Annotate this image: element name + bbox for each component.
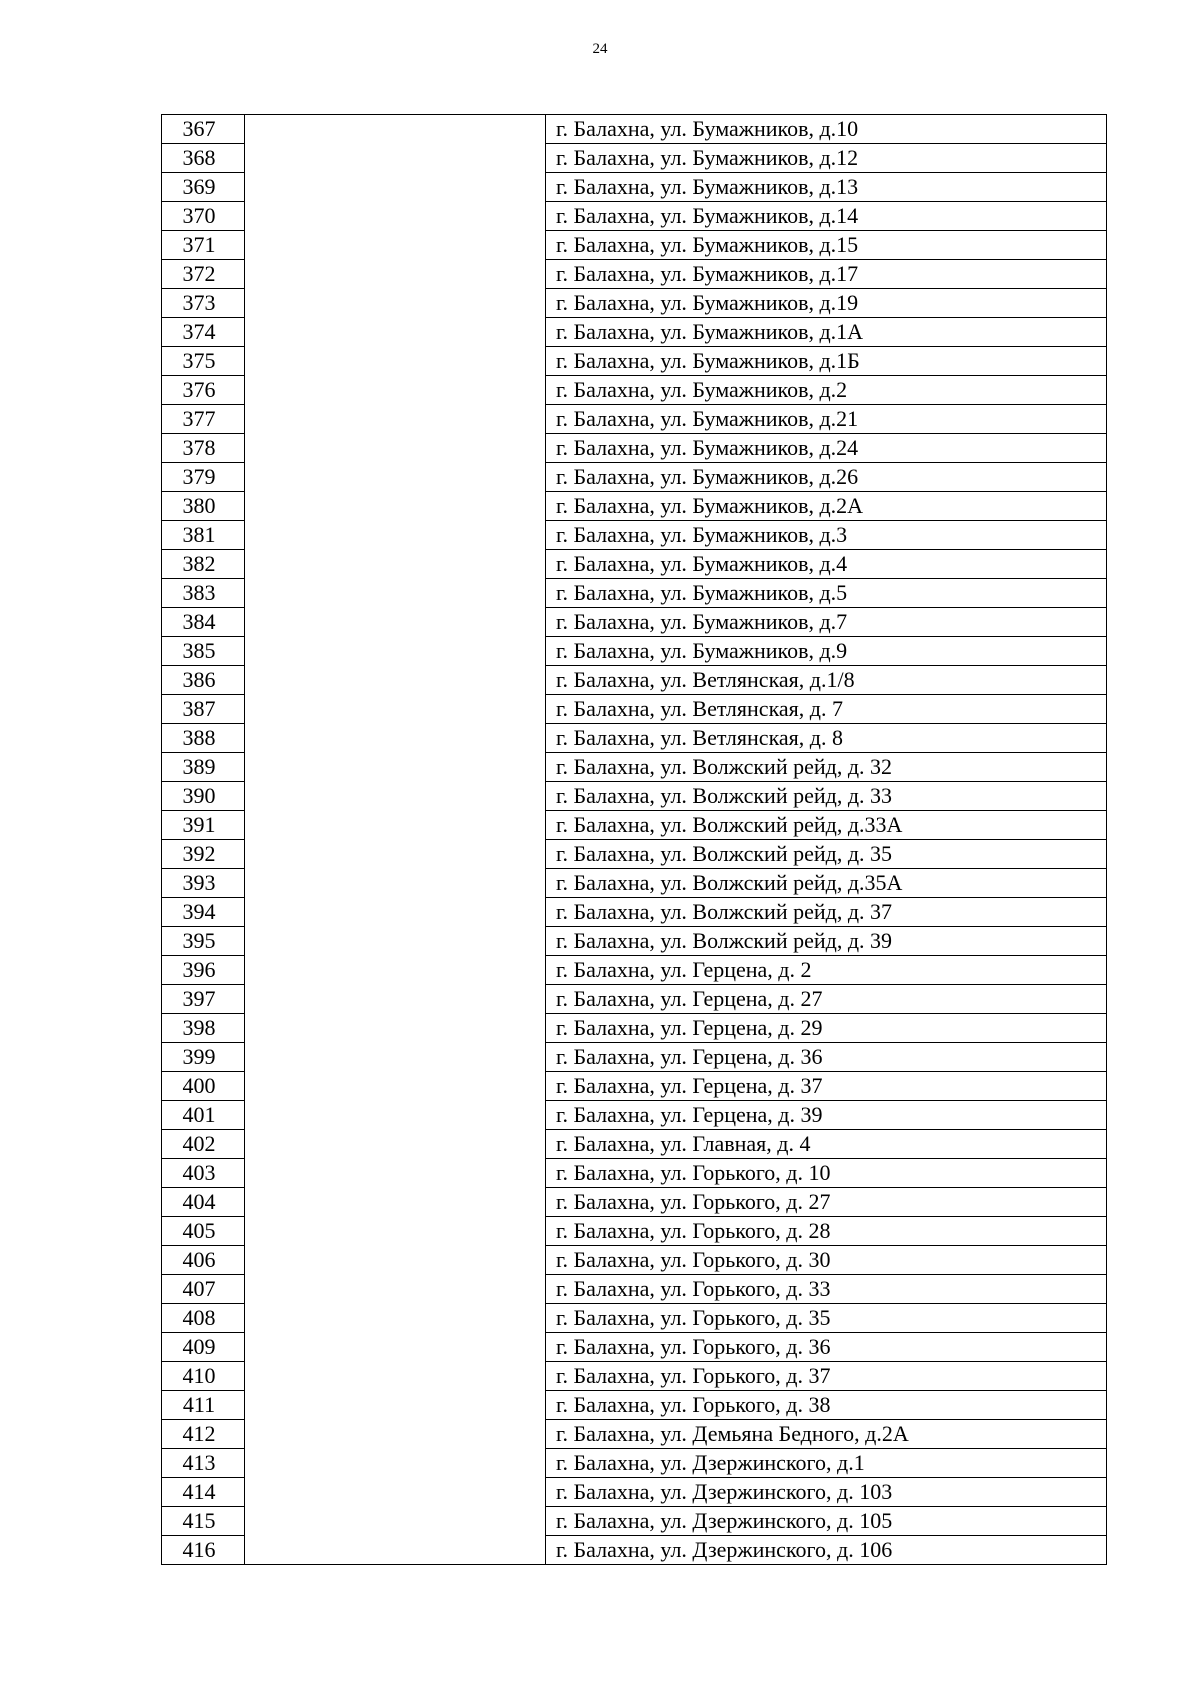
address-cell: г. Балахна, ул. Ветлянская, д. 7 [546,695,1107,724]
empty-cell [245,173,546,202]
row-number-cell: 403 [162,1159,245,1188]
empty-cell [245,347,546,376]
table-row [162,1014,1107,1043]
address-cell: г. Балахна, ул. Бумажников, д.4 [546,550,1107,579]
empty-cell [245,1449,546,1478]
address-cell: г. Балахна, ул. Бумажников, д.3 [546,521,1107,550]
address-cell: г. Балахна, ул. Волжский рейд, д. 33 [546,782,1107,811]
address-cell: г. Балахна, ул. Бумажников, д.1А [546,318,1107,347]
address-cell: г. Балахна, ул. Бумажников, д.26 [546,463,1107,492]
row-number-cell: 371 [162,231,245,260]
empty-cell [245,753,546,782]
table-row [162,1043,1107,1072]
row-number-cell: 389 [162,753,245,782]
table-row [162,1478,1107,1507]
address-cell: г. Балахна, ул. Волжский рейд, д. 39 [546,927,1107,956]
row-number-cell: 381 [162,521,245,550]
address-cell: г. Балахна, ул. Волжский рейд, д. 37 [546,898,1107,927]
table-row [162,1275,1107,1304]
address-cell: г. Балахна, ул. Горького, д. 10 [546,1159,1107,1188]
row-number-cell: 378 [162,434,245,463]
empty-cell [245,521,546,550]
empty-cell [245,1246,546,1275]
row-number-cell: 416 [162,1536,245,1565]
table-row [162,492,1107,521]
empty-cell [245,1420,546,1449]
address-cell: г. Балахна, ул. Бумажников, д.10 [546,115,1107,144]
row-number-cell: 405 [162,1217,245,1246]
address-cell: г. Балахна, ул. Горького, д. 33 [546,1275,1107,1304]
page-number: 24 [592,41,608,57]
row-number-cell: 383 [162,579,245,608]
empty-cell [245,434,546,463]
address-cell: г. Балахна, ул. Горького, д. 28 [546,1217,1107,1246]
table-row [162,724,1107,753]
address-cell: г. Балахна, ул. Герцена, д. 2 [546,956,1107,985]
table-row [162,1130,1107,1159]
empty-cell [245,869,546,898]
table-row [162,608,1107,637]
empty-cell [245,666,546,695]
row-number-cell: 404 [162,1188,245,1217]
empty-cell [245,1217,546,1246]
empty-cell [245,1507,546,1536]
row-number-cell: 369 [162,173,245,202]
empty-cell [245,492,546,521]
row-number-cell: 399 [162,1043,245,1072]
empty-cell [245,1275,546,1304]
table-row [162,985,1107,1014]
row-number-cell: 388 [162,724,245,753]
empty-cell [245,956,546,985]
table-row [162,202,1107,231]
table-row [162,1420,1107,1449]
address-cell: г. Балахна, ул. Дзержинского, д. 105 [546,1507,1107,1536]
table-row [162,1159,1107,1188]
empty-cell [245,1188,546,1217]
empty-cell [245,695,546,724]
address-cell: г. Балахна, ул. Бумажников, д.2А [546,492,1107,521]
address-cell: г. Балахна, ул. Герцена, д. 37 [546,1072,1107,1101]
row-number-cell: 412 [162,1420,245,1449]
address-cell: г. Балахна, ул. Дзержинского, д.1 [546,1449,1107,1478]
empty-cell [245,898,546,927]
row-number-cell: 402 [162,1130,245,1159]
empty-cell [245,811,546,840]
row-number-cell: 397 [162,985,245,1014]
row-number-cell: 390 [162,782,245,811]
empty-cell [245,405,546,434]
table-row [162,753,1107,782]
empty-cell [245,1130,546,1159]
table-row [162,405,1107,434]
row-number-cell: 408 [162,1304,245,1333]
table-row [162,289,1107,318]
table-row [162,1304,1107,1333]
table-row [162,434,1107,463]
address-cell: г. Балахна, ул. Ветлянская, д.1/8 [546,666,1107,695]
row-number-cell: 375 [162,347,245,376]
address-cell: г. Балахна, ул. Бумажников, д.21 [546,405,1107,434]
row-number-cell: 382 [162,550,245,579]
empty-cell [245,1333,546,1362]
empty-cell [245,1101,546,1130]
address-cell: г. Балахна, ул. Бумажников, д.24 [546,434,1107,463]
row-number-cell: 376 [162,376,245,405]
table-row [162,811,1107,840]
address-cell: г. Балахна, ул. Бумажников, д.13 [546,173,1107,202]
address-cell: г. Балахна, ул. Герцена, д. 29 [546,1014,1107,1043]
row-number-cell: 387 [162,695,245,724]
address-cell: г. Балахна, ул. Бумажников, д.2 [546,376,1107,405]
address-cell: г. Балахна, ул. Демьяна Бедного, д.2А [546,1420,1107,1449]
empty-cell [245,289,546,318]
table-row [162,231,1107,260]
row-number-cell: 392 [162,840,245,869]
empty-cell [245,1072,546,1101]
table-row [162,782,1107,811]
table-row [162,521,1107,550]
row-number-cell: 396 [162,956,245,985]
empty-cell [245,1043,546,1072]
address-cell: г. Балахна, ул. Бумажников, д.1Б [546,347,1107,376]
empty-cell [245,144,546,173]
row-number-cell: 372 [162,260,245,289]
address-cell: г. Балахна, ул. Бумажников, д.19 [546,289,1107,318]
row-number-cell: 398 [162,1014,245,1043]
address-cell: г. Балахна, ул. Дзержинского, д. 106 [546,1536,1107,1565]
table-row [162,144,1107,173]
table-row [162,115,1107,144]
address-cell: г. Балахна, ул. Дзержинского, д. 103 [546,1478,1107,1507]
row-number-cell: 409 [162,1333,245,1362]
empty-cell [245,927,546,956]
address-cell: г. Балахна, ул. Горького, д. 27 [546,1188,1107,1217]
address-cell: г. Балахна, ул. Бумажников, д.17 [546,260,1107,289]
table-row [162,1449,1107,1478]
table-row [162,666,1107,695]
empty-cell [245,550,546,579]
row-number-cell: 400 [162,1072,245,1101]
address-cell: г. Балахна, ул. Горького, д. 35 [546,1304,1107,1333]
empty-cell [245,1391,546,1420]
row-number-cell: 407 [162,1275,245,1304]
row-number-cell: 401 [162,1101,245,1130]
address-cell: г. Балахна, ул. Бумажников, д.9 [546,637,1107,666]
table-row [162,637,1107,666]
table-row [162,898,1107,927]
table-row [162,463,1107,492]
empty-cell [245,231,546,260]
table-row [162,956,1107,985]
empty-cell [245,1304,546,1333]
empty-cell [245,1362,546,1391]
row-number-cell: 374 [162,318,245,347]
empty-cell [245,1014,546,1043]
empty-cell [245,1478,546,1507]
address-cell: г. Балахна, ул. Бумажников, д.15 [546,231,1107,260]
address-cell: г. Балахна, ул. Волжский рейд, д.33А [546,811,1107,840]
address-cell: г. Балахна, ул. Бумажников, д.12 [546,144,1107,173]
empty-cell [245,260,546,289]
row-number-cell: 377 [162,405,245,434]
address-cell: г. Балахна, ул. Герцена, д. 36 [546,1043,1107,1072]
row-number-cell: 380 [162,492,245,521]
table-row [162,1188,1107,1217]
table-row [162,869,1107,898]
table-row [162,260,1107,289]
address-cell: г. Балахна, ул. Горького, д. 30 [546,1246,1107,1275]
address-cell: г. Балахна, ул. Ветлянская, д. 8 [546,724,1107,753]
empty-cell [245,579,546,608]
empty-cell [245,985,546,1014]
row-number-cell: 379 [162,463,245,492]
row-number-cell: 394 [162,898,245,927]
row-number-cell: 415 [162,1507,245,1536]
table-row [162,1507,1107,1536]
address-cell: г. Балахна, ул. Бумажников, д.7 [546,608,1107,637]
address-cell: г. Балахна, ул. Волжский рейд, д. 35 [546,840,1107,869]
table-row [162,318,1107,347]
address-table-container [161,114,1107,1565]
table-row [162,579,1107,608]
table-row [162,695,1107,724]
empty-cell [245,637,546,666]
table-row [162,550,1107,579]
table-row [162,1536,1107,1565]
table-row [162,1217,1107,1246]
empty-cell [245,115,546,144]
table-row [162,173,1107,202]
row-number-cell: 395 [162,927,245,956]
table-row [162,1246,1107,1275]
address-cell: г. Балахна, ул. Горького, д. 38 [546,1391,1107,1420]
table-row [162,840,1107,869]
address-cell: г. Балахна, ул. Главная, д. 4 [546,1130,1107,1159]
row-number-cell: 410 [162,1362,245,1391]
empty-cell [245,318,546,347]
empty-cell [245,608,546,637]
row-number-cell: 368 [162,144,245,173]
table-row [162,1333,1107,1362]
address-cell: г. Балахна, ул. Бумажников, д.5 [546,579,1107,608]
address-cell: г. Балахна, ул. Горького, д. 37 [546,1362,1107,1391]
row-number-cell: 406 [162,1246,245,1275]
row-number-cell: 385 [162,637,245,666]
empty-cell [245,202,546,231]
address-cell: г. Балахна, ул. Бумажников, д.14 [546,202,1107,231]
table-row [162,347,1107,376]
empty-cell [245,376,546,405]
empty-cell [245,463,546,492]
address-cell: г. Балахна, ул. Герцена, д. 27 [546,985,1107,1014]
address-cell: г. Балахна, ул. Герцена, д. 39 [546,1101,1107,1130]
row-number-cell: 414 [162,1478,245,1507]
address-cell: г. Балахна, ул. Горького, д. 36 [546,1333,1107,1362]
row-number-cell: 367 [162,115,245,144]
row-number-cell: 413 [162,1449,245,1478]
table-row [162,1101,1107,1130]
address-cell: г. Балахна, ул. Волжский рейд, д. 32 [546,753,1107,782]
address-table-body [162,115,1107,1565]
table-row [162,376,1107,405]
empty-cell [245,1159,546,1188]
table-row [162,1072,1107,1101]
row-number-cell: 373 [162,289,245,318]
row-number-cell: 391 [162,811,245,840]
row-number-cell: 370 [162,202,245,231]
table-row [162,1362,1107,1391]
table-row [162,927,1107,956]
empty-cell [245,1536,546,1565]
table-row [162,1391,1107,1420]
row-number-cell: 411 [162,1391,245,1420]
row-number-cell: 393 [162,869,245,898]
row-number-cell: 386 [162,666,245,695]
empty-cell [245,782,546,811]
empty-cell [245,724,546,753]
address-table [161,114,1107,1565]
address-cell: г. Балахна, ул. Волжский рейд, д.35А [546,869,1107,898]
empty-cell [245,840,546,869]
row-number-cell: 384 [162,608,245,637]
